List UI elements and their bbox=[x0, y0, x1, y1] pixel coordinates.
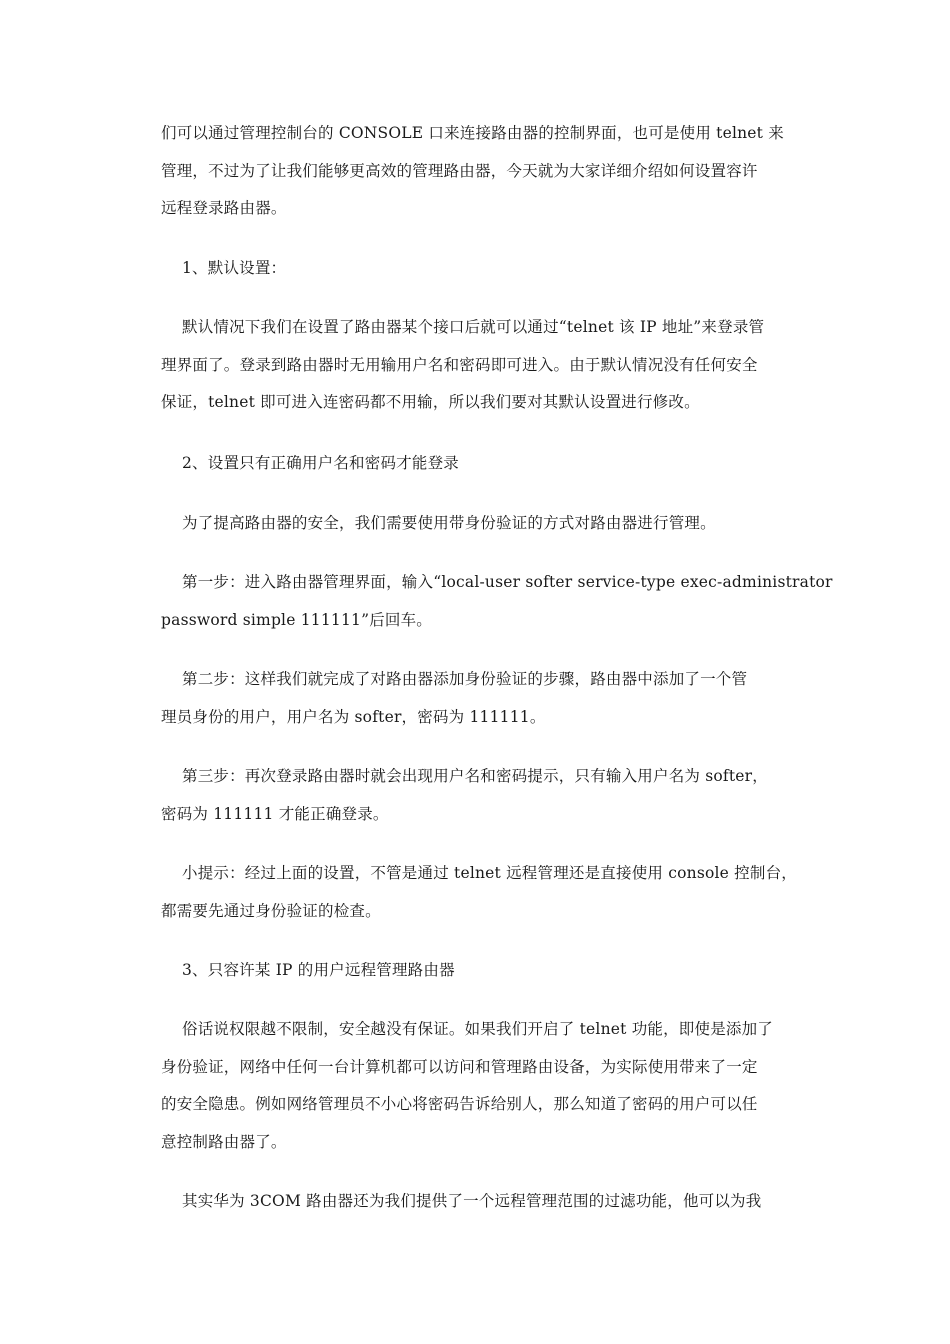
text-line: 第三步：再次登录路由器时就会出现用户名和密码提示，只有输入用户名为 softer， bbox=[182, 767, 768, 785]
step-two-paragraph bbox=[161, 661, 793, 736]
text-line: 默认情况下我们在设置了路由器某个接口后就可以通过“telnet 该 IP 地址”来登录管 bbox=[182, 318, 765, 336]
text-line: 为了提高路由器的安全，我们需要使用带身份验证的方式对路由器进行管理。 bbox=[182, 514, 716, 532]
text-line: 远程登录路由器。 bbox=[161, 199, 287, 217]
tip-paragraph bbox=[161, 855, 797, 930]
step-three-paragraph bbox=[161, 758, 793, 833]
ip-restriction-paragraph bbox=[161, 1011, 793, 1161]
section-heading-default-settings bbox=[161, 250, 793, 288]
text-line: 们可以通过管理控制台的 CONSOLE 口来连接路由器的控制界面，也可是使用 telnet 来 bbox=[161, 124, 784, 142]
intro-paragraph bbox=[161, 115, 793, 228]
text-line: 身份验证，网络中任何一台计算机都可以访问和管理路由设备，为实际使用带来了一定 bbox=[161, 1057, 758, 1076]
default-settings-paragraph bbox=[161, 309, 793, 422]
text-line: 第一步：进入路由器管理界面，输入“local-user softer service-type exec-administrator bbox=[182, 573, 833, 591]
text-line: 管理，不过为了让我们能够更高效的管理路由器，今天就为大家详细介绍如何设置容许 bbox=[161, 161, 758, 180]
section-heading-ip-restriction bbox=[161, 952, 793, 990]
security-paragraph bbox=[161, 505, 793, 543]
text-line: password simple 111111”后回车。 bbox=[161, 610, 433, 629]
text-line: 其实华为 3COM 路由器还为我们提供了一个远程管理范围的过滤功能，他可以为我 bbox=[182, 1192, 762, 1210]
filter-feature-paragraph bbox=[161, 1183, 793, 1221]
text-line: 意控制路由器了。 bbox=[161, 1132, 287, 1151]
text-line: 小提示：经过上面的设置，不管是通过 telnet 远程管理还是直接使用 console 控制台， bbox=[182, 864, 797, 882]
heading-text: 2、设置只有正确用户名和密码才能登录 bbox=[182, 454, 459, 472]
text-line: 俗话说权限越不限制，安全越没有保证。如果我们开启了 telnet 功能，即使是添加了 bbox=[182, 1020, 773, 1038]
text-line: 的安全隐患。例如网络管理员不小心将密码告诉给别人，那么知道了密码的用户可以任 bbox=[161, 1095, 758, 1113]
heading-text: 1、默认设置： bbox=[182, 259, 287, 277]
heading-text: 3、只容许某 IP 的用户远程管理路由器 bbox=[182, 961, 455, 979]
text-line: 保证，telnet 即可进入连密码都不用输，所以我们要对其默认设置进行修改。 bbox=[161, 393, 700, 411]
text-line: 都需要先通过身份验证的检查。 bbox=[161, 901, 381, 920]
text-line: 理界面了。登录到路由器时无用输用户名和密码即可进入。由于默认情况没有任何安全 bbox=[161, 355, 758, 374]
step-one-paragraph bbox=[161, 564, 833, 639]
text-line: 密码为 111111 才能正确登录。 bbox=[161, 804, 389, 823]
text-line: 理员身份的用户，用户名为 softer，密码为 111111。 bbox=[161, 707, 546, 726]
section-heading-credentials bbox=[161, 445, 793, 483]
text-line: 第二步：这样我们就完成了对路由器添加身份验证的步骤，路由器中添加了一个管 bbox=[182, 670, 748, 688]
